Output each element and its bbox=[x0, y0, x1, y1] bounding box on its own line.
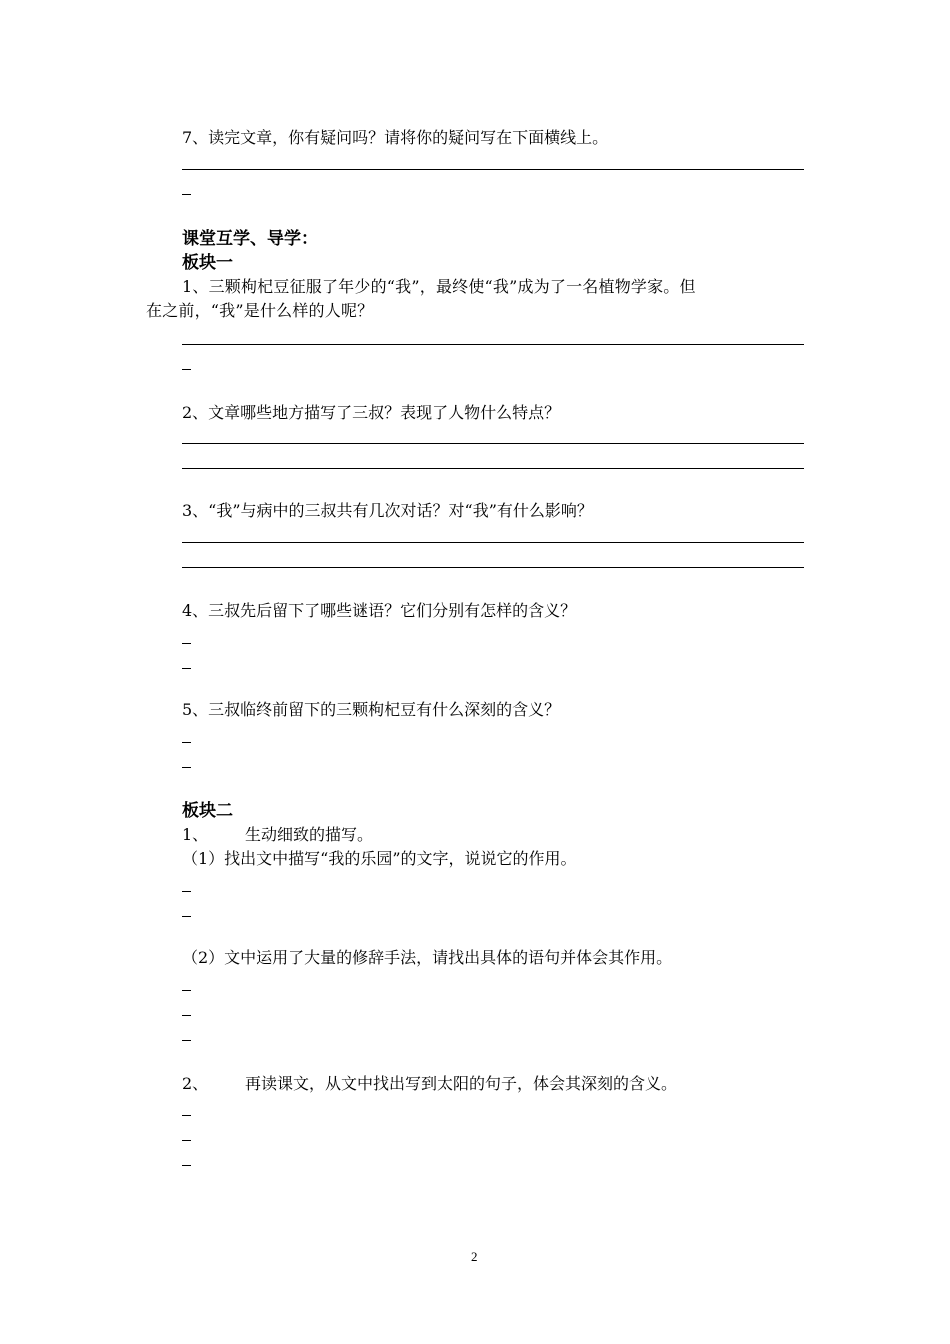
block-1-question-1 bbox=[146, 275, 811, 323]
block-2-title: 板块二 bbox=[182, 801, 233, 821]
answer-line-short bbox=[182, 643, 191, 644]
question-1-line-1: 1、三颗枸杞豆征服了年少的“我”，最终使“我”成为了一名植物学家。但 bbox=[182, 277, 696, 296]
answer-line-short bbox=[182, 891, 191, 892]
block-2-item-2-number: 2、 bbox=[182, 1074, 209, 1093]
page-number: 2 bbox=[471, 1249, 478, 1264]
question-7: 7、读完文章，你有疑问吗？请将你的疑问写在下面横线上。 bbox=[182, 128, 609, 147]
answer-line-short bbox=[182, 1165, 191, 1166]
block-2-item-2-text: 再读课文，从文中找出写到太阳的句子，体会其深刻的含义。 bbox=[245, 1074, 678, 1093]
block-2-item-1-text: 生动细致的描写。 bbox=[245, 825, 374, 844]
answer-line bbox=[182, 169, 804, 170]
block-1-question-5: 5、三叔临终前留下的三颗枸杞豆有什么深刻的含义？ bbox=[182, 700, 561, 719]
block-2-sub-question-1: （1）找出文中描写“我的乐园”的文字，说说它的作用。 bbox=[182, 849, 577, 868]
answer-line-short bbox=[182, 767, 191, 768]
block-2-item-1-number: 1、 bbox=[182, 825, 209, 844]
block-1-question-4: 4、三叔先后留下了哪些谜语？它们分别有怎样的含义？ bbox=[182, 601, 577, 620]
answer-line-short bbox=[182, 742, 191, 743]
answer-line bbox=[182, 468, 804, 469]
answer-line bbox=[182, 443, 804, 444]
block-1-question-3: 3、“我”与病中的三叔共有几次对话？对“我”有什么影响？ bbox=[182, 501, 593, 520]
answer-line bbox=[182, 567, 804, 568]
answer-line-short bbox=[182, 1040, 191, 1041]
answer-line bbox=[182, 542, 804, 543]
block-1-title: 板块一 bbox=[182, 253, 233, 273]
answer-line-short bbox=[182, 194, 191, 195]
answer-line-short bbox=[182, 1115, 191, 1116]
block-2-sub-question-2: （2）文中运用了大量的修辞手法，请找出具体的语句并体会其作用。 bbox=[182, 948, 673, 967]
answer-line-short bbox=[182, 990, 191, 991]
question-1-line-2: 在之前，“我”是什么样的人呢？ bbox=[146, 301, 374, 320]
answer-line-short bbox=[182, 916, 191, 917]
answer-line-short bbox=[182, 369, 191, 370]
answer-line-short bbox=[182, 1015, 191, 1016]
section-title: 课堂互学、导学： bbox=[182, 229, 318, 249]
answer-line-short bbox=[182, 668, 191, 669]
block-1-question-2: 2、文章哪些地方描写了三叔？表现了人物什么特点？ bbox=[182, 403, 561, 422]
answer-line bbox=[182, 344, 804, 345]
answer-line-short bbox=[182, 1140, 191, 1141]
